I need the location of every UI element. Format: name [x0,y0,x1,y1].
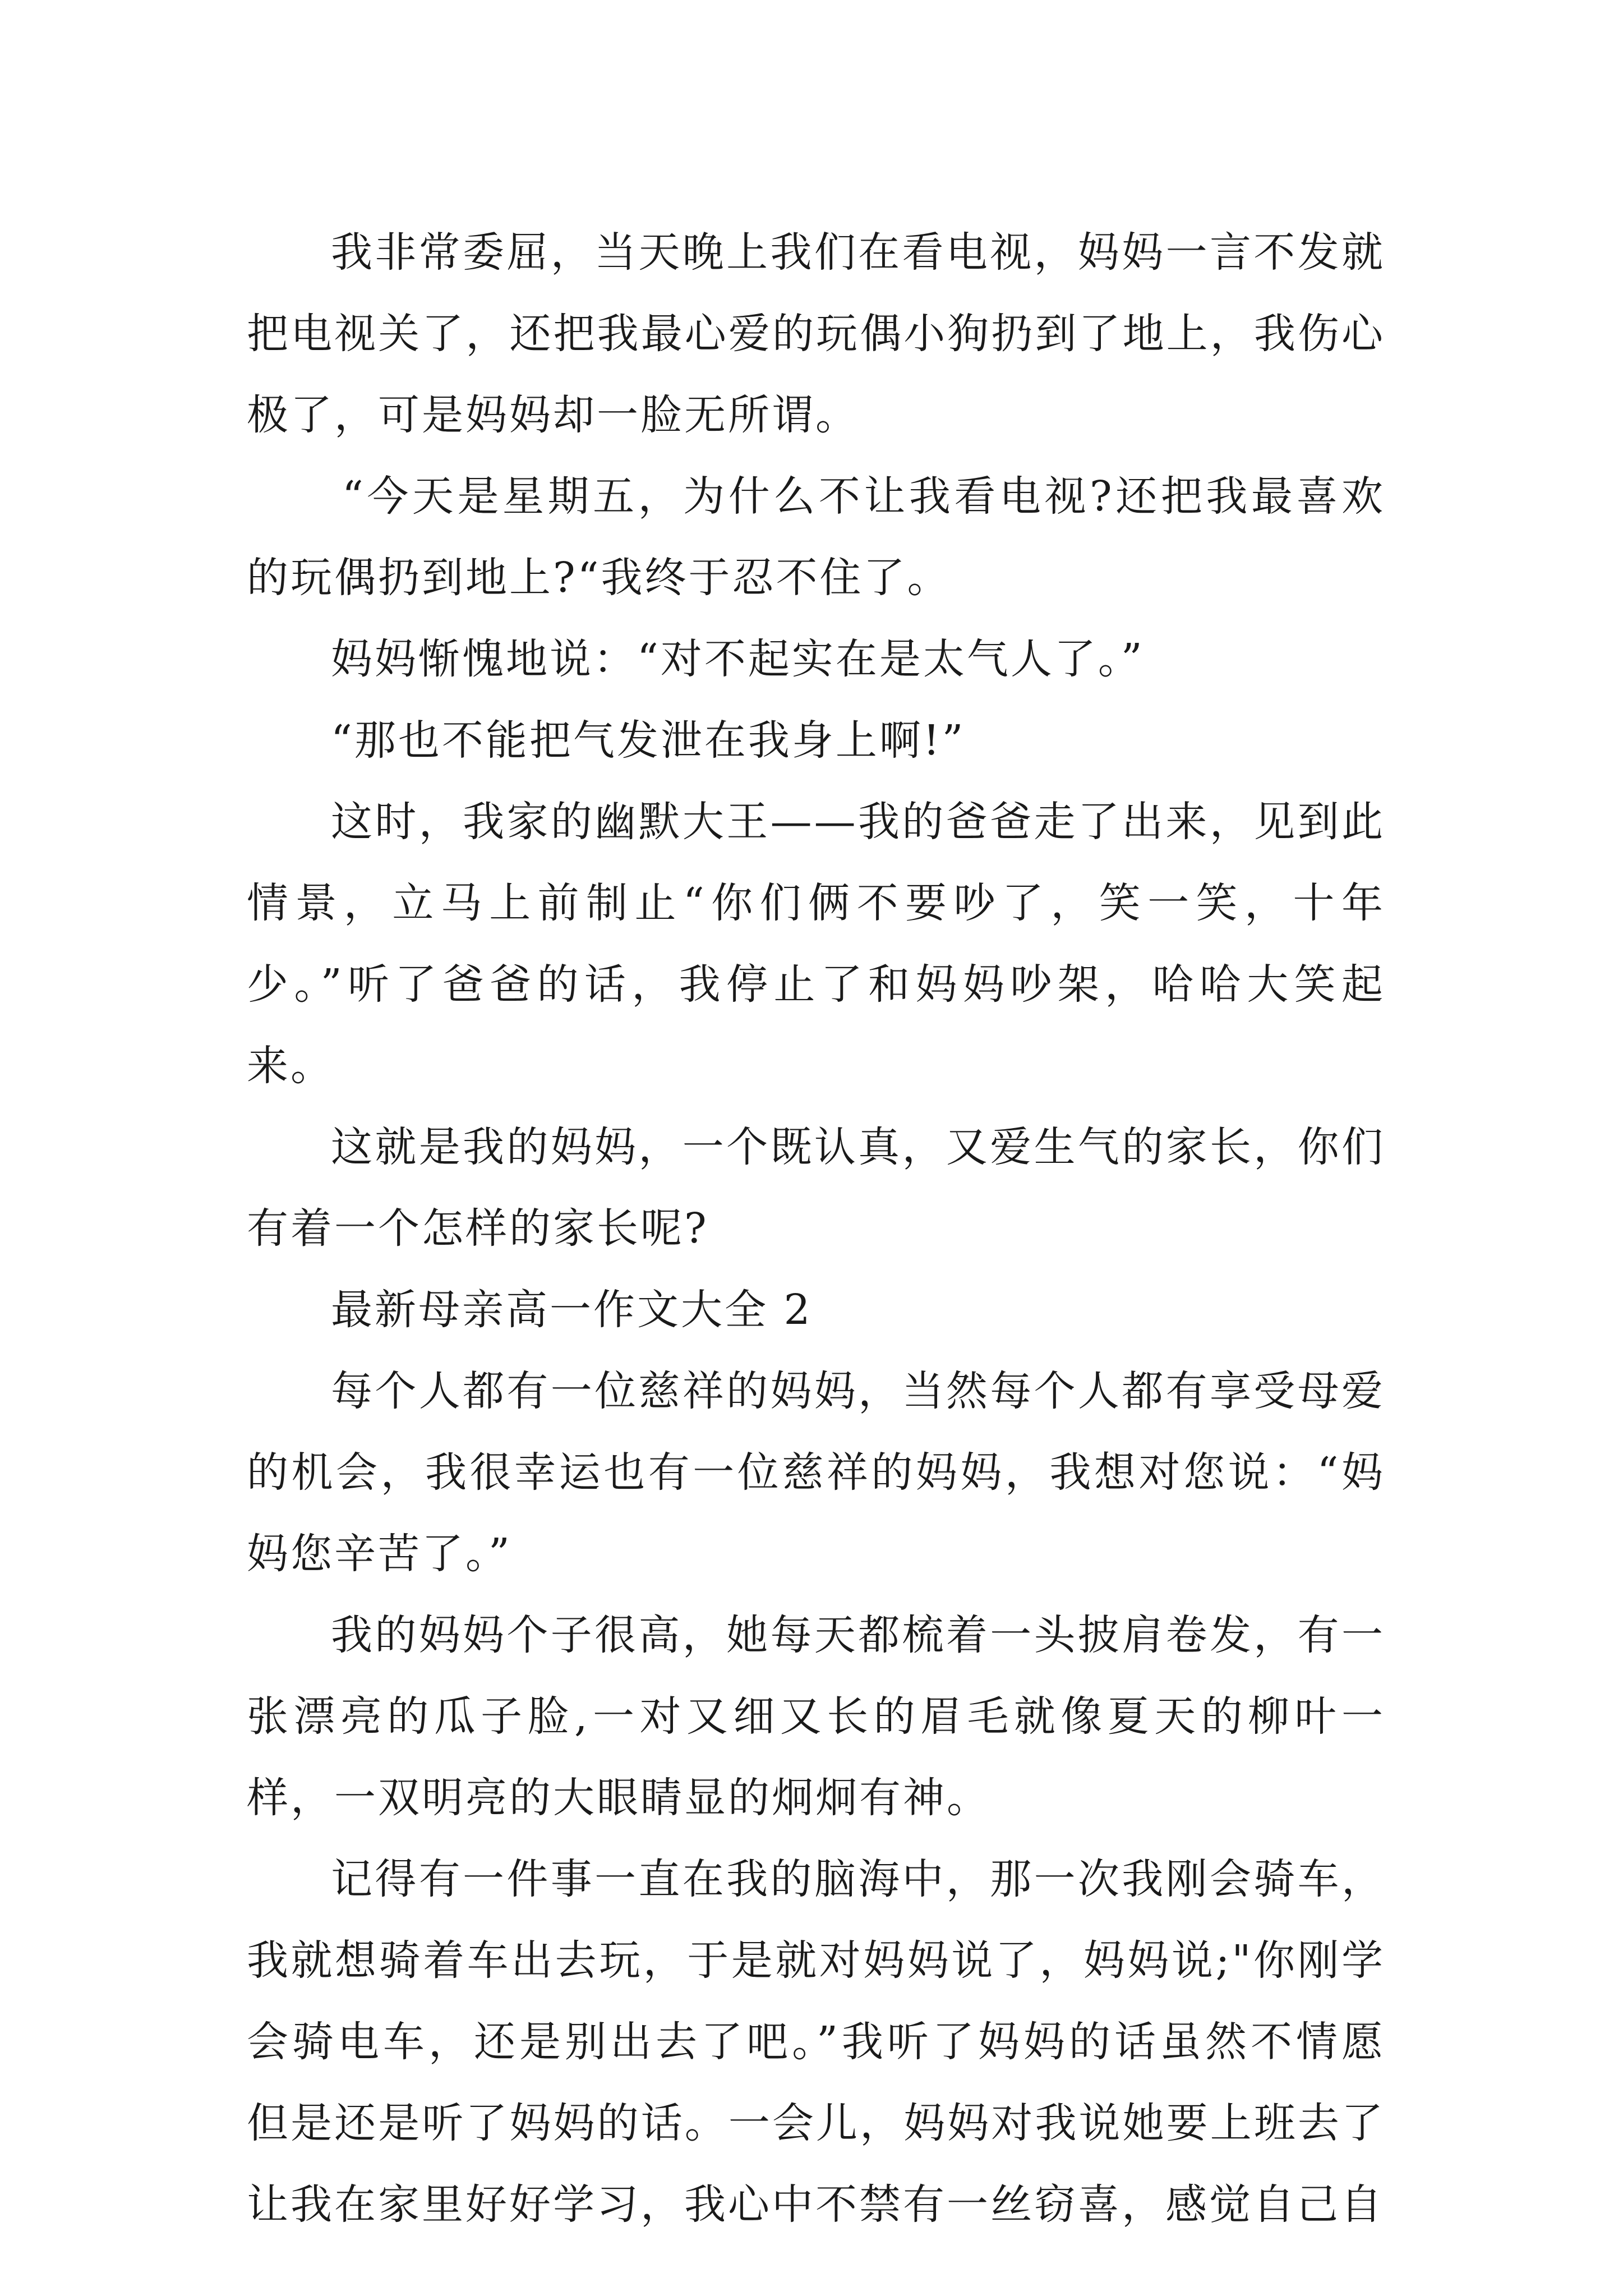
paragraph: “那也不能把气发泄在我身上啊!” [331,716,966,765]
paragraph: 我非常委屈，当天晚上我们在看电视，妈妈一言不发就把电视关了，还把我最心爱的玩偶小狗扔到了地上，我伤心极了，可是妈妈却一脸无所谓。 [247,228,1385,439]
paragraph: 每个人都有一位慈祥的妈妈，当然每个人都有享受母爱的机会，我很幸运也有一位慈祥的妈妈，我想对您说：“妈妈您辛苦了。” [247,1367,1385,1578]
paragraph: 我的妈妈个子很高，她每天都梳着一头披肩卷发，有一张漂亮的瓜子脸,一对又细又长的眉毛就像夏天的柳叶一样，一双明亮的大眼睛显的炯炯有神。 [247,1611,1385,1822]
paragraph: “今天是星期五，为什么不让我看电视?还把我最喜欢的玩偶扔到地上?“我终于忍不住了。 [247,472,1385,602]
document-body [247,212,1385,2246]
paragraph: 妈妈惭愧地说：“对不起实在是太气人了。” [331,635,1145,683]
paragraph: 这时，我家的幽默大王——我的爸爸走了出来，见到此情景，立马上前制止“你们俩不要吵了，笑一笑，十年少。”听了爸爸的话，我停止了和妈妈吵架，哈哈大笑起来。 [247,798,1385,1090]
section-heading: 最新母亲高一作文大全 2 [331,1286,813,1334]
paragraph: 记得有一件事一直在我的脑海中，那一次我刚会骑车，我就想骑着车出去玩，于是就对妈妈说了，妈妈说;"你刚学会骑电车，还是别出去了吧。”我听了妈妈的话虽然不情愿但是还是听了妈妈的话。一会儿，妈妈对我说她要上班去了让我在家里好好学习，我心中不禁有一丝窃喜，感觉自己自 [247,1855,1385,2229]
paragraph: 这就是我的妈妈，一个既认真，又爱生气的家长，你们有着一个怎样的家长呢? [247,1123,1385,1253]
